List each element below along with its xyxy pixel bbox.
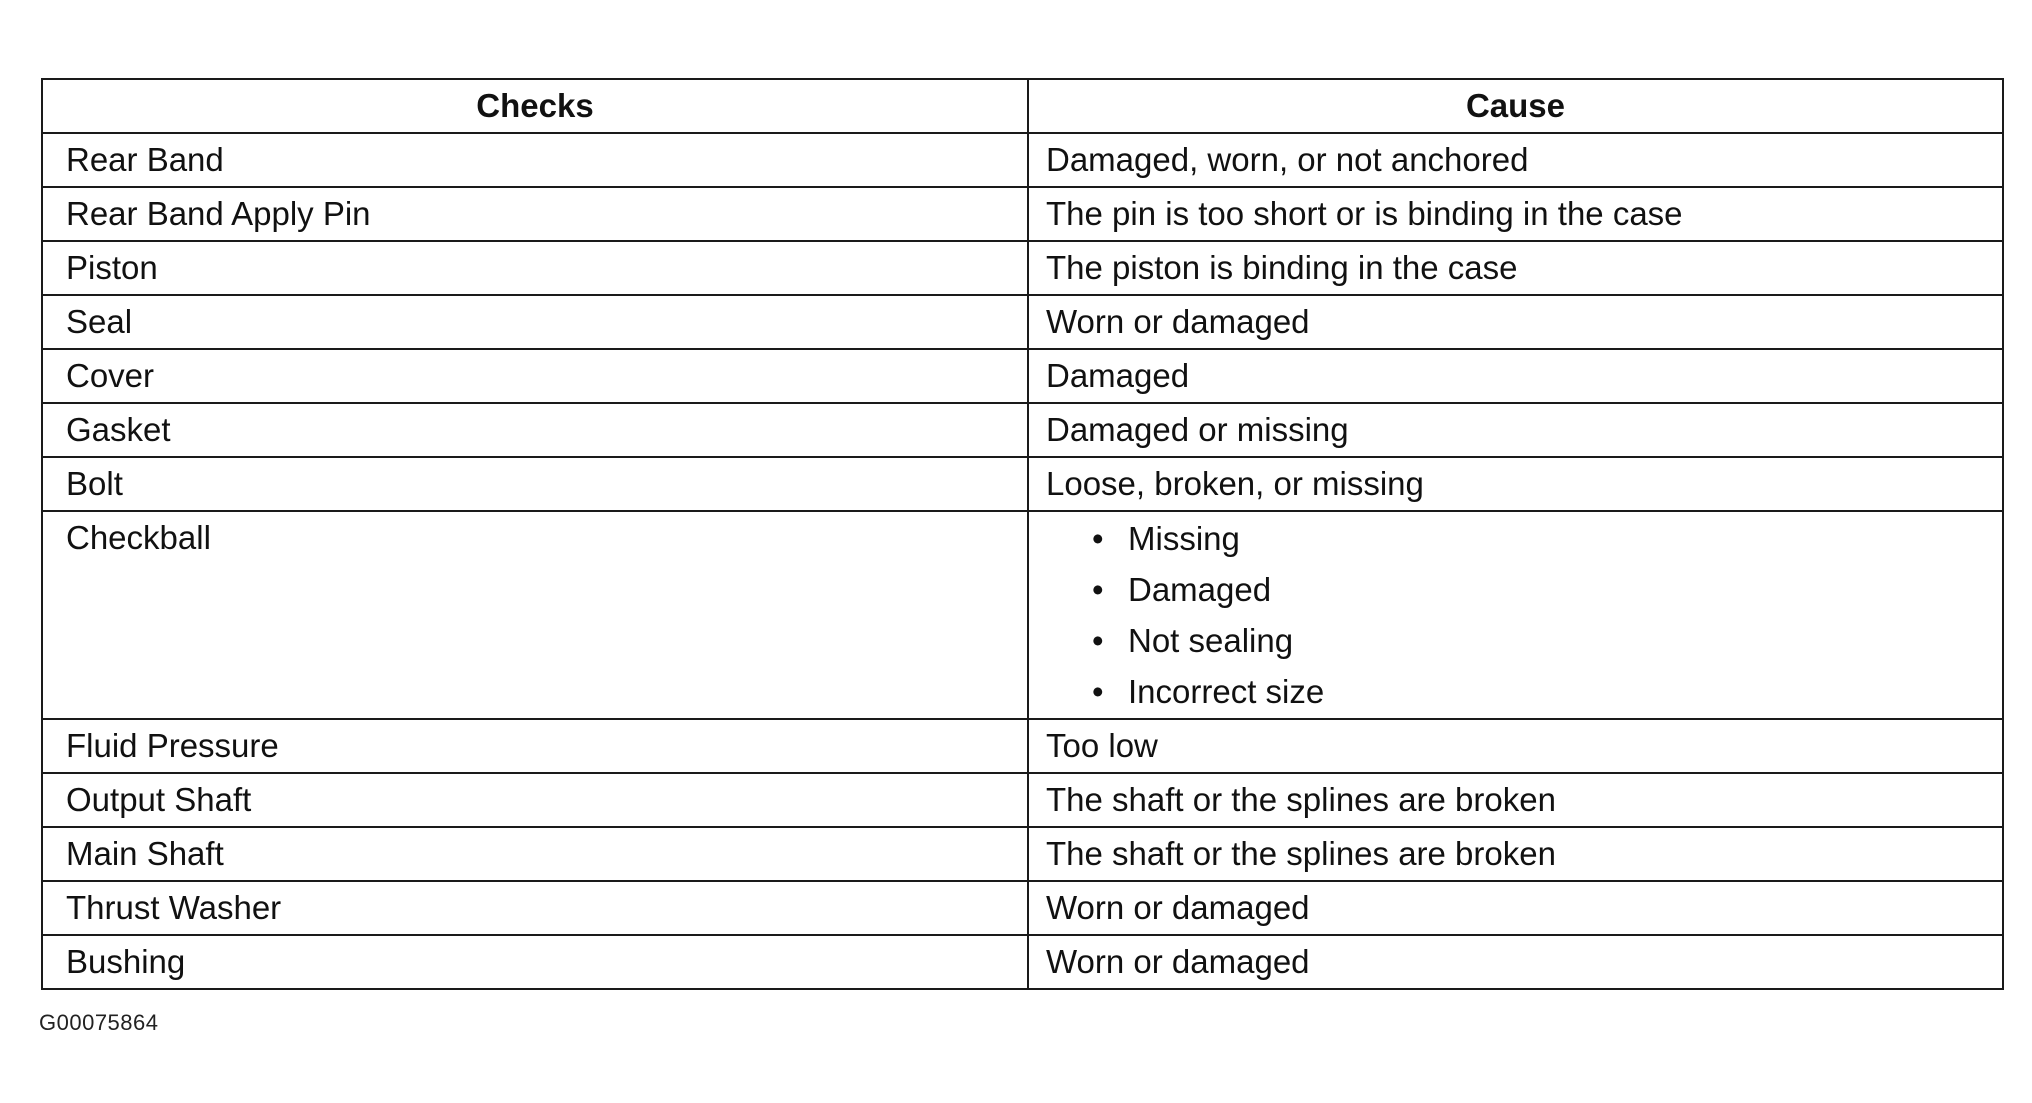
cause-cell: Damaged: [1028, 349, 2003, 403]
table-row: [42, 827, 2003, 881]
table-row: [42, 773, 2003, 827]
cause-cell: Too low: [1028, 719, 2003, 773]
check-cell: Fluid Pressure: [42, 719, 1028, 773]
table-row: [42, 133, 2003, 187]
table-row: [42, 719, 2003, 773]
table-row: [42, 241, 2003, 295]
cause-bullet-item: • Damaged: [1092, 564, 2002, 615]
cause-bullet-item: • Incorrect size: [1092, 666, 2002, 717]
check-cell: Bolt: [42, 457, 1028, 511]
check-cell: Rear Band: [42, 133, 1028, 187]
cause-bullet-item: • Not sealing: [1092, 615, 2002, 666]
cause-cell: Damaged or missing: [1028, 403, 2003, 457]
check-cell: Thrust Washer: [42, 881, 1028, 935]
cause-cell: Damaged, worn, or not anchored: [1028, 133, 2003, 187]
checks-cause-table: [41, 78, 2004, 990]
figure-id-label: G00075864: [39, 1010, 159, 1035]
check-cell: Main Shaft: [42, 827, 1028, 881]
cause-bullet-item: • Missing: [1092, 513, 2002, 564]
table-row: [42, 511, 2003, 719]
cause-cell: The shaft or the splines are broken: [1028, 773, 2003, 827]
cause-cell: [1028, 511, 2003, 719]
table-row: [42, 457, 2003, 511]
check-cell: Output Shaft: [42, 773, 1028, 827]
cause-column-header: Cause: [1028, 79, 2003, 133]
cause-cell: The shaft or the splines are broken: [1028, 827, 2003, 881]
cause-bullet-list: [1046, 513, 2002, 717]
table-row: [42, 295, 2003, 349]
cause-cell: Worn or damaged: [1028, 935, 2003, 989]
checks-column-header: Checks: [42, 79, 1028, 133]
cause-cell: Loose, broken, or missing: [1028, 457, 2003, 511]
cause-cell: Worn or damaged: [1028, 295, 2003, 349]
table-row: [42, 187, 2003, 241]
table-row: [42, 935, 2003, 989]
check-cell: Rear Band Apply Pin: [42, 187, 1028, 241]
table-header-row: [42, 79, 2003, 133]
table-row: [42, 349, 2003, 403]
check-cell: Seal: [42, 295, 1028, 349]
table-row: [42, 881, 2003, 935]
cause-cell: The piston is binding in the case: [1028, 241, 2003, 295]
check-cell: Bushing: [42, 935, 1028, 989]
cause-cell: Worn or damaged: [1028, 881, 2003, 935]
table-row: [42, 403, 2003, 457]
check-cell: Cover: [42, 349, 1028, 403]
cause-cell: The pin is too short or is binding in the case: [1028, 187, 2003, 241]
check-cell: Checkball: [42, 511, 1028, 719]
check-cell: Piston: [42, 241, 1028, 295]
check-cell: Gasket: [42, 403, 1028, 457]
